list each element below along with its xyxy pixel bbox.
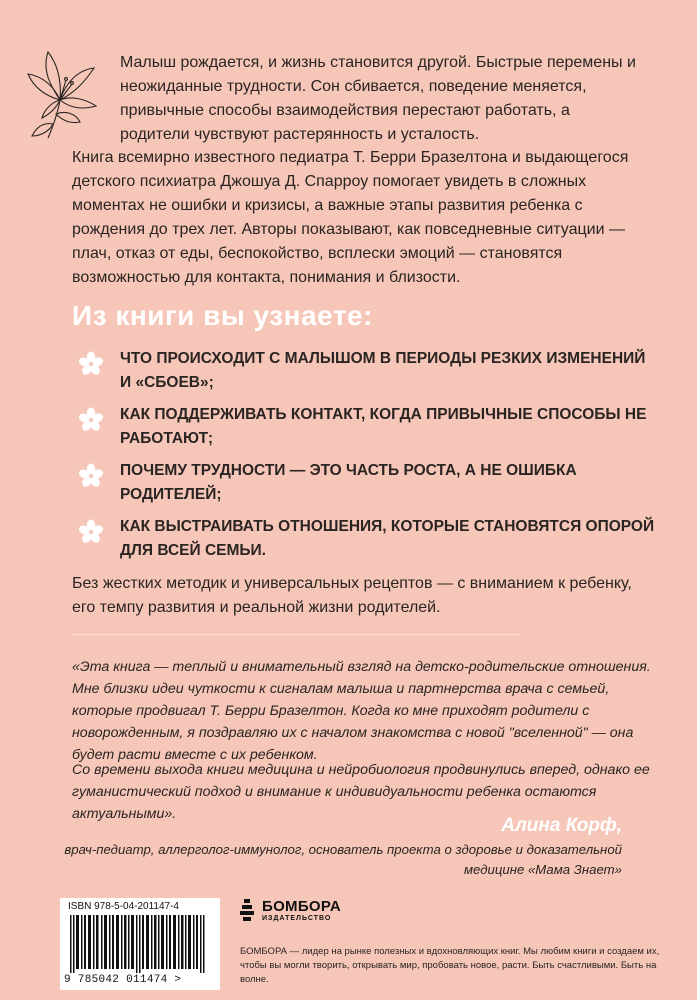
description-paragraph: Книга всемирно известного педиатра Т. Берри Бразелтона и выдающегося детского психиатра Джошуа Д. Спарроу помогает увидеть в сложных моментах не ошибки и кризисы, а важные этапы развития ребенка с рождения до трех лет. Авторы показывают, как повседневные ситуации — плач, отказ от еды, беспокойство, всплески эмоций — становятся возможностью для контакта, понимания и близости. [72, 149, 629, 286]
learn-heading: Из книги вы узнаете: [72, 300, 373, 331]
isbn-label: ISBN 978-5-04-201147-4 [68, 901, 179, 912]
bullet-text: ПОЧЕМУ ТРУДНОСТИ — ЭТО ЧАСТЬ РОСТА, А НЕ ОШИБКА РОДИТЕЛЕЙ; [120, 462, 577, 503]
quote-paragraph: «Эта книга — теплый и внимательный взгляд на детско-родительские отношения. Мне близки идеи чуткости к сигналам малыша и партнерства врача с семьей, которые продвигал Т. Берри Бразелтон. Когда ко мне приходят родители с новорожденным, я поздравляю их с началом знакомства с новой "вселенной" — она будет расти вместе с их ребенком. [72, 659, 651, 763]
quote-author: Алина Корф, [501, 815, 622, 836]
blossom-icon [78, 519, 104, 545]
blossom-icon [78, 407, 104, 433]
isbn-barcode [60, 898, 220, 990]
closing-paragraph: Без жестких методик и универсальных рецептов — с вниманием к ребенку, его темпу развития и реальной жизни родителей. [72, 575, 632, 616]
intro-paragraph: Малыш рождается, и жизнь становится другой. Быстрые перемены и неожиданные трудности. Сон сбивается, поведение меняется, привычные способы взаимодействия перестают работать, а родители чувствуют растерянность и усталость. [120, 54, 636, 143]
bullet-text: КАК ПОДДЕРЖИВАТЬ КОНТАКТ, КОГДА ПРИВЫЧНЫЕ СПОСОБЫ НЕ РАБОТАЮТ; [120, 406, 647, 447]
blossom-icon [78, 351, 104, 377]
publisher-name: БОМБОРА [262, 898, 342, 915]
barcode-icon [70, 915, 210, 973]
divider [72, 634, 520, 635]
lily-flower-icon [20, 40, 108, 140]
barcode-digits: 9 785042 011474 > [64, 974, 182, 986]
list-item [72, 403, 652, 459]
publisher-description: БОМБОРА — лидер на рынке полезных и вдохновляющих книг. Мы любим книги и создаем их, чтобы вы могли творить, открывать мир, пробовать новое, расти. Быть счастливыми. Быть на волне. [240, 946, 660, 985]
author-description: врач-педиатр, аллерголог-иммунолог, основатель проекта о здоровье и доказательной медицине «Мама Знает» [64, 842, 622, 877]
quote-paragraph-2: Со времени выхода книги медицина и нейробиология продвинулись вперед, однако ее гуманистический подход и внимание к индивидуальности ребенка остаются актуальными». [72, 762, 650, 822]
bullet-text: КАК ВЫСТРАИВАТЬ ОТНОШЕНИЯ, КОТОРЫЕ СТАНОВЯТСЯ ОПОРОЙ ДЛЯ ВСЕЙ СЕМЬИ. [120, 518, 655, 559]
bullet-list [72, 347, 655, 571]
list-item [72, 347, 652, 403]
bullet-text: ЧТО ПРОИСХОДИТ С МАЛЫШОМ В ПЕРИОДЫ РЕЗКИХ ИЗМЕНЕНИЙ И «СБОЕВ»; [120, 350, 646, 391]
publisher-subtitle: ИЗДАТЕЛЬСТВО [262, 915, 332, 922]
list-item [72, 515, 655, 571]
blossom-icon [78, 463, 104, 489]
list-item [72, 459, 652, 515]
